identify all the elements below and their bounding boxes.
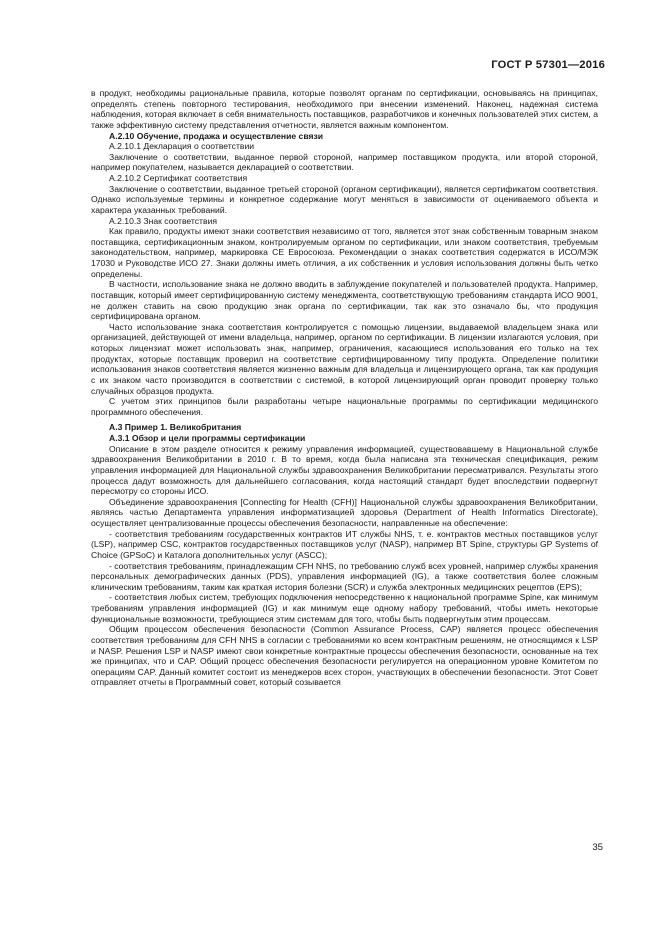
list-item: - соответствия любых систем, требующих подключения непосредственно к национальной программе Spine, как минимум требованиям управления информацией (IG) и как минимум еще одному набору требований, чтобы иметь некоторые функциональные возможности, требующиеся этим системам для того, чтобы быть подвергнутым этим процессам. <box>91 592 598 624</box>
subsection-label: А.2.10.3 Знак соответствия <box>109 215 218 226</box>
paragraph: Описание в этом разделе относится к режиму управления информацией, существовавшему в Национальной службе здравоохранения Великобритании в 2010 г. В то время, когда была написана эта техническая спецификация, режим управления информацией для Национальной службы здравоохранения Великобритании пересматривался. Результаты этого процесса дадут возможность для дальнейшего согласования, когда настоящий стандарт будет впоследствии подвергнут пересмотру со стороны ИСО. <box>91 443 598 497</box>
paragraph: Часто использование знака соответствия контролируется с помощью лицензии, выдаваемой владельцем знака или организацией, действующей от имени владельца, например, органом по сертификации. В лицензии излагаются условия, при которых лицензиат может использовать знак, например, ограничения, касающиеся использования его только на тех продуктах, которые поставщик проверил на соответствие сертифицированному типу продукта. Определение политики использования знаков соответствия является жизненно важным для владельца и лицензирующего органа, так как продукция с их знаком часто производится в соответствии с системой, в которой лицензирующий орган проводит проверку только случайных образцов продукта. <box>91 321 598 396</box>
paragraph: Как правило, продукты имеют знаки соответствия независимо от того, является этот знак собственным товарным знаком поставщика, сертификационным знаком, контролируемым органом по сертификации, или знаком соответствия, требуемым законодательством, например, маркировка CE Евросоюза. Рекомендации о знаках соответствия содержатся в ИСО/МЭК 17030 и Руководстве ИСО 27. Знаки должны иметь отличия, а их собственник и условия использования должны быть четко определены. <box>91 226 598 279</box>
section-heading: А.3.1 Обзор и цели программы сертификации <box>109 433 306 443</box>
paragraph: С учетом этих принципов были разработаны четыре национальные программы по сертификации медицинского программного обеспечения. <box>91 396 598 417</box>
paragraph: Заключение о соответствии, выданное третьей стороной (органом сертификации), является сертификатом соответствия. Однако используемые термины и конкретное содержание могут меняться в зависимости от оцениваемого объекта и характера указанных требований. <box>91 183 598 215</box>
page-number: 35 <box>592 842 603 853</box>
list-item: - соответствия требованиям, принадлежащим CFH NHS, по требованию служб всех уровней, например службы хранения персональных демографических данных (PDS), управления информацией (IG), а также соответствия более сложным клиническим требованиям, таким как краткая история болезни (SCR) и служба электронных медицинских рецептов (EPS); <box>91 560 598 592</box>
paragraph: Заключение о соответствии, выданное первой стороной, например поставщиком продукта, или второй стороной, например покупателем, называется декларацией о соответствии. <box>91 151 598 173</box>
list-item: - соответствия требованиям государственных контрактов ИТ службы NHS, т. е. контрактов местных поставщиков услуг (LSP), например CSC, контрактов государственных поставщиков услуг (NASP), например BT Spine, структуры GP Systems of Choice (GPSoC) и Каталога дополнительных услуг (ASCC); <box>91 528 598 560</box>
section-heading: А.2.10 Обучение, продажа и осуществление связи <box>109 130 324 141</box>
paragraph: в продукт, необходимы рациональные правила, которые позволят органам по сертификации, основываясь на принципах, определять степень повторного тестирования, необходимого при внесении изменений. Наконец, надежная система наблюдения, которая включает в себя внимательность поставщиков, разработчиков и конечных пользователей этих систем, а также эффективную систему представления отчетности, является важным компонентом. <box>91 88 598 130</box>
document-body <box>91 88 598 688</box>
document-id-header: ГОСТ Р 57301—2016 <box>491 59 605 71</box>
paragraph: Общим процессом обеспечения безопасности (Common Assurance Process, CAP) является процесс обеспечения соответствия требованиям для CFH NHS в согласии с требованиями ко всем контрактным решениям, не относящимся к LSP и NASP. Решения LSP и NASP имеют свои конкретные контрактные процессы обеспечения безопасности, основанные на тех же принципах, что и CAP. Общий процесс обеспечения безопасности регулируется на операционном уровне Комитетом по операциям CAP. Данный комитет состоит из менеджеров всех сторон, участвующих в обеспечении безопасности. Этот Совет отправляет отчеты в Программный совет, который созывается <box>91 624 598 688</box>
section-heading: А.3 Пример 1. Великобритания <box>109 422 242 433</box>
paragraph: Объединение здравоохранения [Connecting for Health (CFH)] Национальной службы здравоохранения Великобритании, являясь частью Департамента управления информатизацией здоровья (Department of Health Informatics Directorate), осуществляет централизованные процессы обеспечения безопасности, направленные на обеспечение: <box>91 496 598 528</box>
subsection-label: А.2.10.1 Декларация о соответствии <box>109 141 255 152</box>
paragraph: В частности, использование знака не должно вводить в заблуждение покупателей и пользователей продукта. Например, поставщик, который имеет сертифицированную систему менеджмента, соответствующую требованиям стандарта ИСО 9001, не должен ставить на свою продукцию знак органа по сертификации, так как это означало бы, что продукция сертифицирована органом. <box>91 279 598 322</box>
subsection-label: А.2.10.2 Сертификат соответствия <box>109 173 248 183</box>
